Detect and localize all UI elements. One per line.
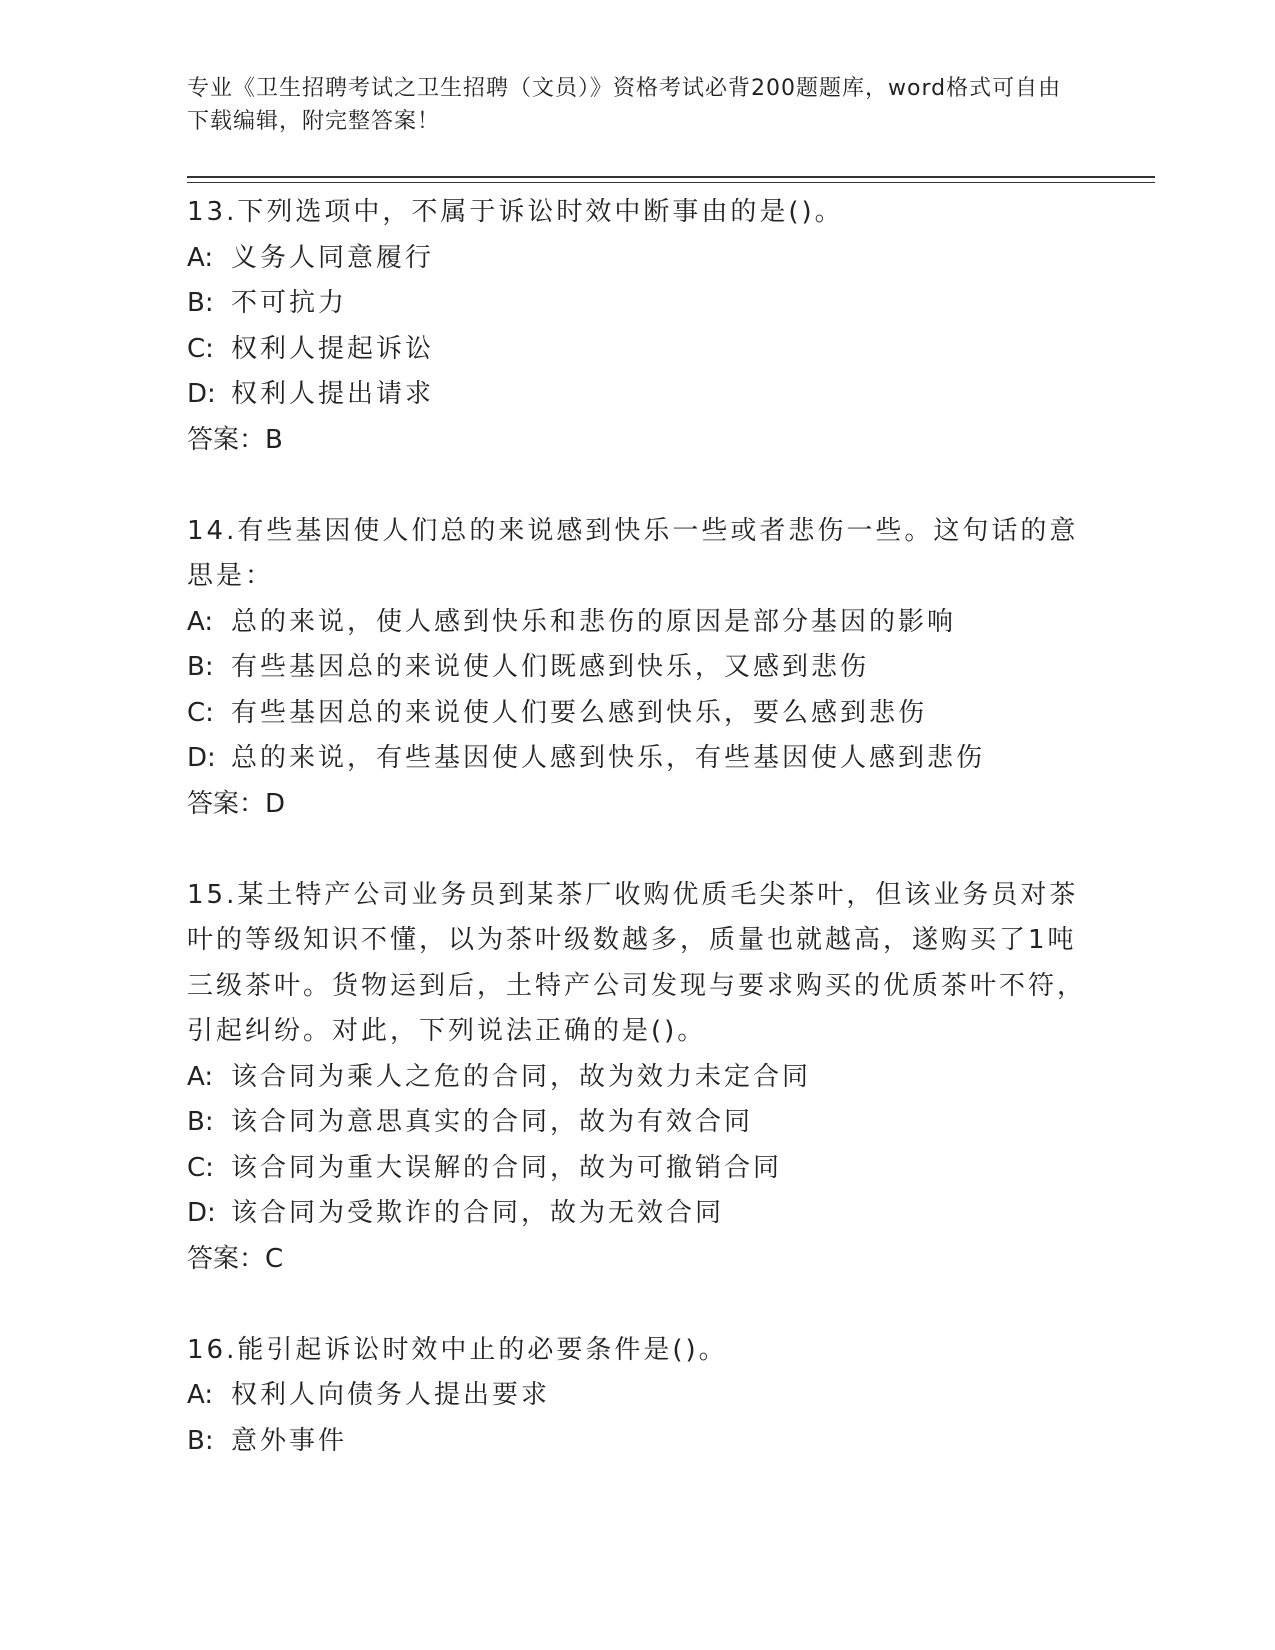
option-text: 总的来说，使人感到快乐和悲伤的原因是部分基因的影响 bbox=[231, 606, 957, 637]
question-stem: 15.某土特产公司业务员到某茶厂收购优质毛尖茶叶，但该业务员对茶叶的等级知识不懂，以为茶叶级数越多，质量也就越高，遂购买了1吨三级茶叶。货物运到后，土特产公司发现与要求购买的优质茶叶不符，引起纠纷。对此，下列说法正确的是()。 bbox=[187, 879, 1087, 1046]
option-letter: A: bbox=[187, 1061, 214, 1092]
option-b bbox=[187, 645, 1087, 691]
option-text: 权利人提起诉讼 bbox=[231, 333, 435, 364]
option-text: 意外事件 bbox=[231, 1425, 348, 1456]
option-letter: D: bbox=[187, 1198, 216, 1228]
document-header: 专业《卫生招聘考试之卫生招聘（文员）》资格考试必背200题题库，word格式可自由下载编辑，附完整答案！ bbox=[187, 76, 1062, 134]
option-b bbox=[187, 281, 1087, 327]
spacer bbox=[187, 827, 1087, 873]
header-divider-thin bbox=[187, 182, 1155, 183]
spacer bbox=[187, 463, 1087, 509]
option-d bbox=[187, 1191, 1087, 1237]
question-13 bbox=[187, 190, 1087, 463]
question-stem: 16.能引起诉讼时效中止的必要条件是()。 bbox=[187, 1334, 728, 1365]
option-letter: A: bbox=[187, 606, 214, 637]
option-b bbox=[187, 1100, 1087, 1146]
question-16 bbox=[187, 1328, 1087, 1465]
question-stem: 13.下列选项中，不属于诉讼时效中断事由的是()。 bbox=[187, 197, 844, 227]
answer-line: 答案：B bbox=[187, 424, 283, 455]
answer-line: 答案：D bbox=[187, 788, 286, 819]
option-d bbox=[187, 736, 1087, 782]
question-15 bbox=[187, 873, 1087, 1283]
option-text: 该合同为乘人之危的合同，故为效力未定合同 bbox=[231, 1061, 812, 1092]
option-letter: D: bbox=[187, 379, 216, 409]
option-a bbox=[187, 1055, 1087, 1101]
option-letter: B: bbox=[187, 288, 214, 318]
option-c bbox=[187, 327, 1087, 373]
option-text: 义务人同意履行 bbox=[231, 242, 435, 273]
option-d bbox=[187, 372, 1087, 418]
option-a bbox=[187, 236, 1087, 282]
option-text: 该合同为重大误解的合同，故为可撤销合同 bbox=[231, 1152, 783, 1183]
option-letter: A: bbox=[187, 1380, 214, 1410]
spacer bbox=[187, 1282, 1087, 1328]
option-a bbox=[187, 1373, 1087, 1419]
answer-line: 答案：C bbox=[187, 1243, 284, 1274]
option-c bbox=[187, 691, 1087, 737]
option-text: 不可抗力 bbox=[231, 288, 348, 318]
option-text: 总的来说，有些基因使人感到快乐，有些基因使人感到悲伤 bbox=[231, 743, 986, 773]
option-b bbox=[187, 1419, 1087, 1465]
option-c bbox=[187, 1146, 1087, 1192]
question-14 bbox=[187, 509, 1087, 828]
option-letter: C: bbox=[187, 333, 214, 364]
option-text: 该合同为受欺诈的合同，故为无效合同 bbox=[231, 1198, 725, 1228]
option-text: 有些基因总的来说使人们既感到快乐，又感到悲伤 bbox=[231, 652, 870, 682]
option-text: 该合同为意思真实的合同，故为有效合同 bbox=[231, 1107, 754, 1137]
option-text: 权利人向债务人提出要求 bbox=[231, 1380, 551, 1410]
option-text: 有些基因总的来说使人们要么感到快乐，要么感到悲伤 bbox=[231, 697, 928, 728]
header-divider bbox=[187, 176, 1155, 178]
option-letter: D: bbox=[187, 743, 216, 773]
option-a bbox=[187, 600, 1087, 646]
option-letter: B: bbox=[187, 652, 214, 682]
option-letter: C: bbox=[187, 1152, 214, 1183]
option-letter: C: bbox=[187, 697, 214, 728]
option-letter: A: bbox=[187, 242, 214, 273]
option-letter: B: bbox=[187, 1107, 214, 1137]
question-stem: 14.有些基因使人们总的来说感到快乐一些或者悲伤一些。这句话的意思是： bbox=[187, 515, 1079, 591]
question-list bbox=[187, 190, 1087, 1464]
option-letter: B: bbox=[187, 1425, 214, 1456]
option-text: 权利人提出请求 bbox=[231, 379, 435, 409]
